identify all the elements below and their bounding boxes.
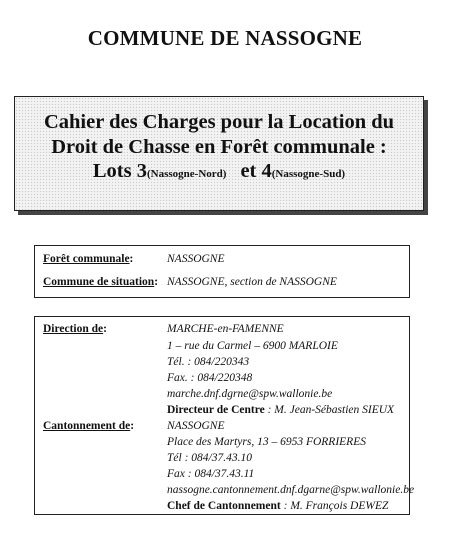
cantonnement-chief: Chef de Cantonnement : M. François DEWEZ: [167, 500, 389, 512]
foret-value: NASSOGNE: [167, 253, 225, 265]
lots-prefix: Lots 3: [92, 160, 147, 182]
cantonnement-name: NASSOGNE: [167, 420, 225, 432]
direction-name: MARCHE-en-FAMENNE: [167, 323, 284, 335]
cantonnement-address: Place des Martyrs, 13 – 6953 FORRIERES: [167, 436, 366, 448]
title-line-2: Droit de Chasse en Forêt communale :: [51, 136, 387, 158]
commune-situation-label: Commune de situation:: [43, 276, 159, 288]
title-line-3: [15, 160, 423, 183]
cantonnement-label: Cantonnement de:: [43, 420, 135, 432]
title-line-1: Cahier des Charges pour la Location du: [43, 111, 395, 133]
direction-tel: Tél. : 084/220343: [167, 356, 250, 368]
direction-chief: Directeur de Centre : M. Jean-Sébastien SIEUX: [167, 404, 395, 416]
direction-address: 1 – rue du Carmel – 6900 MARLOIE: [167, 340, 338, 352]
cantonnement-email: nassogne.cantonnement.dnf.dgarne@spw.wallonie.be: [167, 484, 415, 496]
direction-fax: Fax. : 084/220348: [167, 372, 253, 384]
direction-email: marche.dnf.dgrne@spw.wallonie.be: [167, 388, 333, 400]
foret-label: Forêt communale:: [43, 253, 134, 265]
contacts-box: [34, 316, 415, 515]
lot4-note: (Nassogne-Sud): [271, 168, 346, 180]
lot3-note: (Nassogne-Nord): [146, 168, 227, 180]
direction-label: Direction de:: [43, 323, 107, 335]
foret-info-box: [34, 245, 410, 298]
lots-et: et 4: [240, 160, 272, 182]
commune-situation-value: NASSOGNE, section de NASSOGNE: [167, 276, 337, 288]
title-box: [14, 96, 424, 211]
cantonnement-fax: Fax : 084/37.43.11: [167, 468, 255, 480]
cantonnement-tel: Tél : 084/37.43.10: [167, 452, 252, 464]
commune-heading: COMMUNE DE NASSOGNE: [87, 26, 363, 50]
